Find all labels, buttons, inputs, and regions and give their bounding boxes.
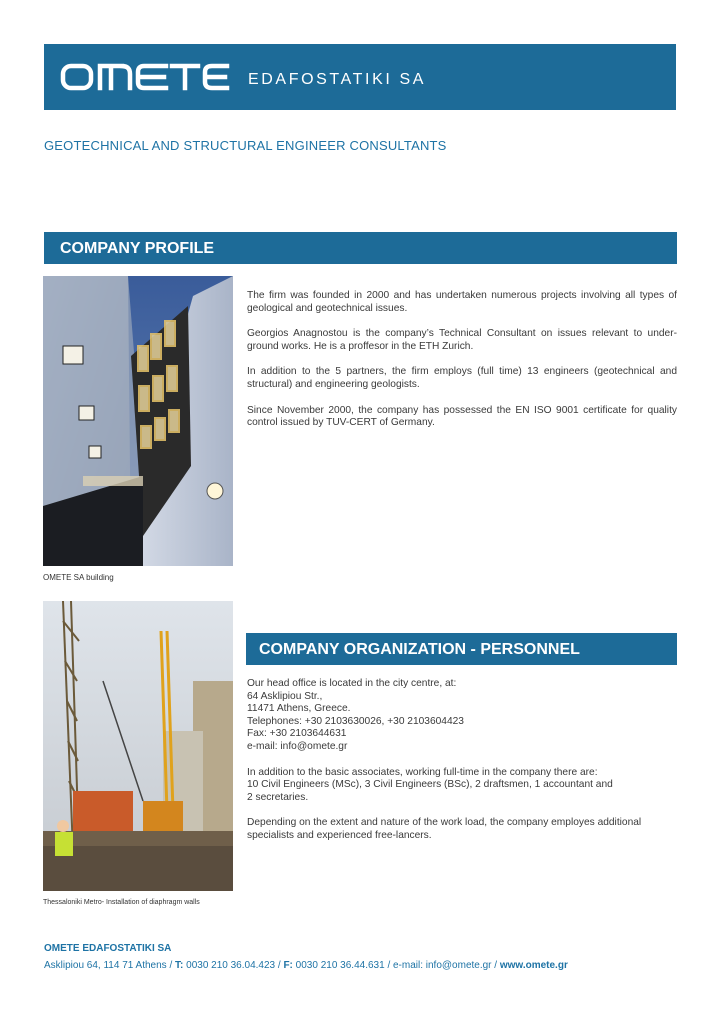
footer-fax-email: 0030 210 36.44.631 / e-mail: info@omete.gr /: [292, 960, 500, 971]
footer-phone-label: T:: [175, 960, 184, 971]
address-line: Fax: +30 2103644631: [247, 728, 347, 740]
profile-paragraph: In addition to the 5 partners, the firm employs (full time) 13 engineers (geotechnical and structural) and engineering geologists.: [247, 366, 677, 390]
company-organization-text: [247, 678, 677, 856]
footer-website-link[interactable]: www.omete.gr: [499, 960, 568, 971]
metro-photo-caption: Thessaloniki Metro- Installation of diaphragm walls: [43, 899, 200, 906]
address-line: 11471 Athens, Greece.: [247, 703, 351, 715]
footer-company-name: OMETE EDAFOSTATIKI SA: [44, 943, 172, 954]
company-profile-text: [247, 290, 677, 443]
address-line: Our head office is located in the city centre, at:: [247, 678, 457, 689]
staff-line: In addition to the basic associates, working full-time in the company there are:: [247, 766, 598, 778]
staff-block: [247, 767, 677, 805]
staff-line: 10 Civil Engineers (MSc), 3 Civil Engineers (BSc), 2 draftsmen, 1 accountant and: [247, 779, 613, 791]
omete-logo: [60, 63, 230, 91]
company-profile-heading: COMPANY PROFILE: [44, 232, 677, 264]
closing-paragraph: Depending on the extent and nature of the work load, the company employes additional specialists and experienced free-lancers.: [247, 817, 642, 841]
company-name: EDAFOSTATIKI SA: [248, 71, 426, 88]
staff-line: 2 secretaries.: [247, 791, 309, 803]
omete-building-photo: [43, 276, 233, 566]
tagline: GEOTECHNICAL AND STRUCTURAL ENGINEER CONSULTANTS: [44, 138, 447, 153]
footer-address: Asklipiou 64, 114 71 Athens /: [44, 960, 176, 971]
address-line: 64 Asklipiou Str.,: [247, 690, 323, 702]
footer-contact-line: [44, 960, 568, 971]
address-line: Telephones: +30 2103630026, +30 2103604423: [247, 715, 464, 727]
profile-paragraph: The firm was founded in 2000 and has undertaken numerous projects involving all types of geological and geotechnical issues.: [247, 290, 677, 314]
company-organization-heading: COMPANY ORGANIZATION - PERSONNEL: [246, 633, 677, 665]
profile-paragraph: Since November 2000, the company has possessed the EN ISO 9001 certificate for quality control issued by TUV-CERT of Germany.: [247, 404, 677, 429]
header-banner: [44, 44, 676, 110]
profile-paragraph: Georgios Anagnostou is the company’s Technical Consultant on issues relevant to under-ground works. He is a proffesor in the ETH Zurich.: [247, 328, 677, 352]
footer-fax-label: F:: [283, 960, 293, 971]
address-line: e-mail: info@omete.gr: [247, 740, 348, 752]
metro-construction-photo: [43, 601, 233, 891]
building-photo-caption: OMETE SA building: [43, 573, 114, 582]
footer-phone: 0030 210 36.04.423 /: [183, 960, 284, 971]
address-block: [247, 678, 677, 754]
